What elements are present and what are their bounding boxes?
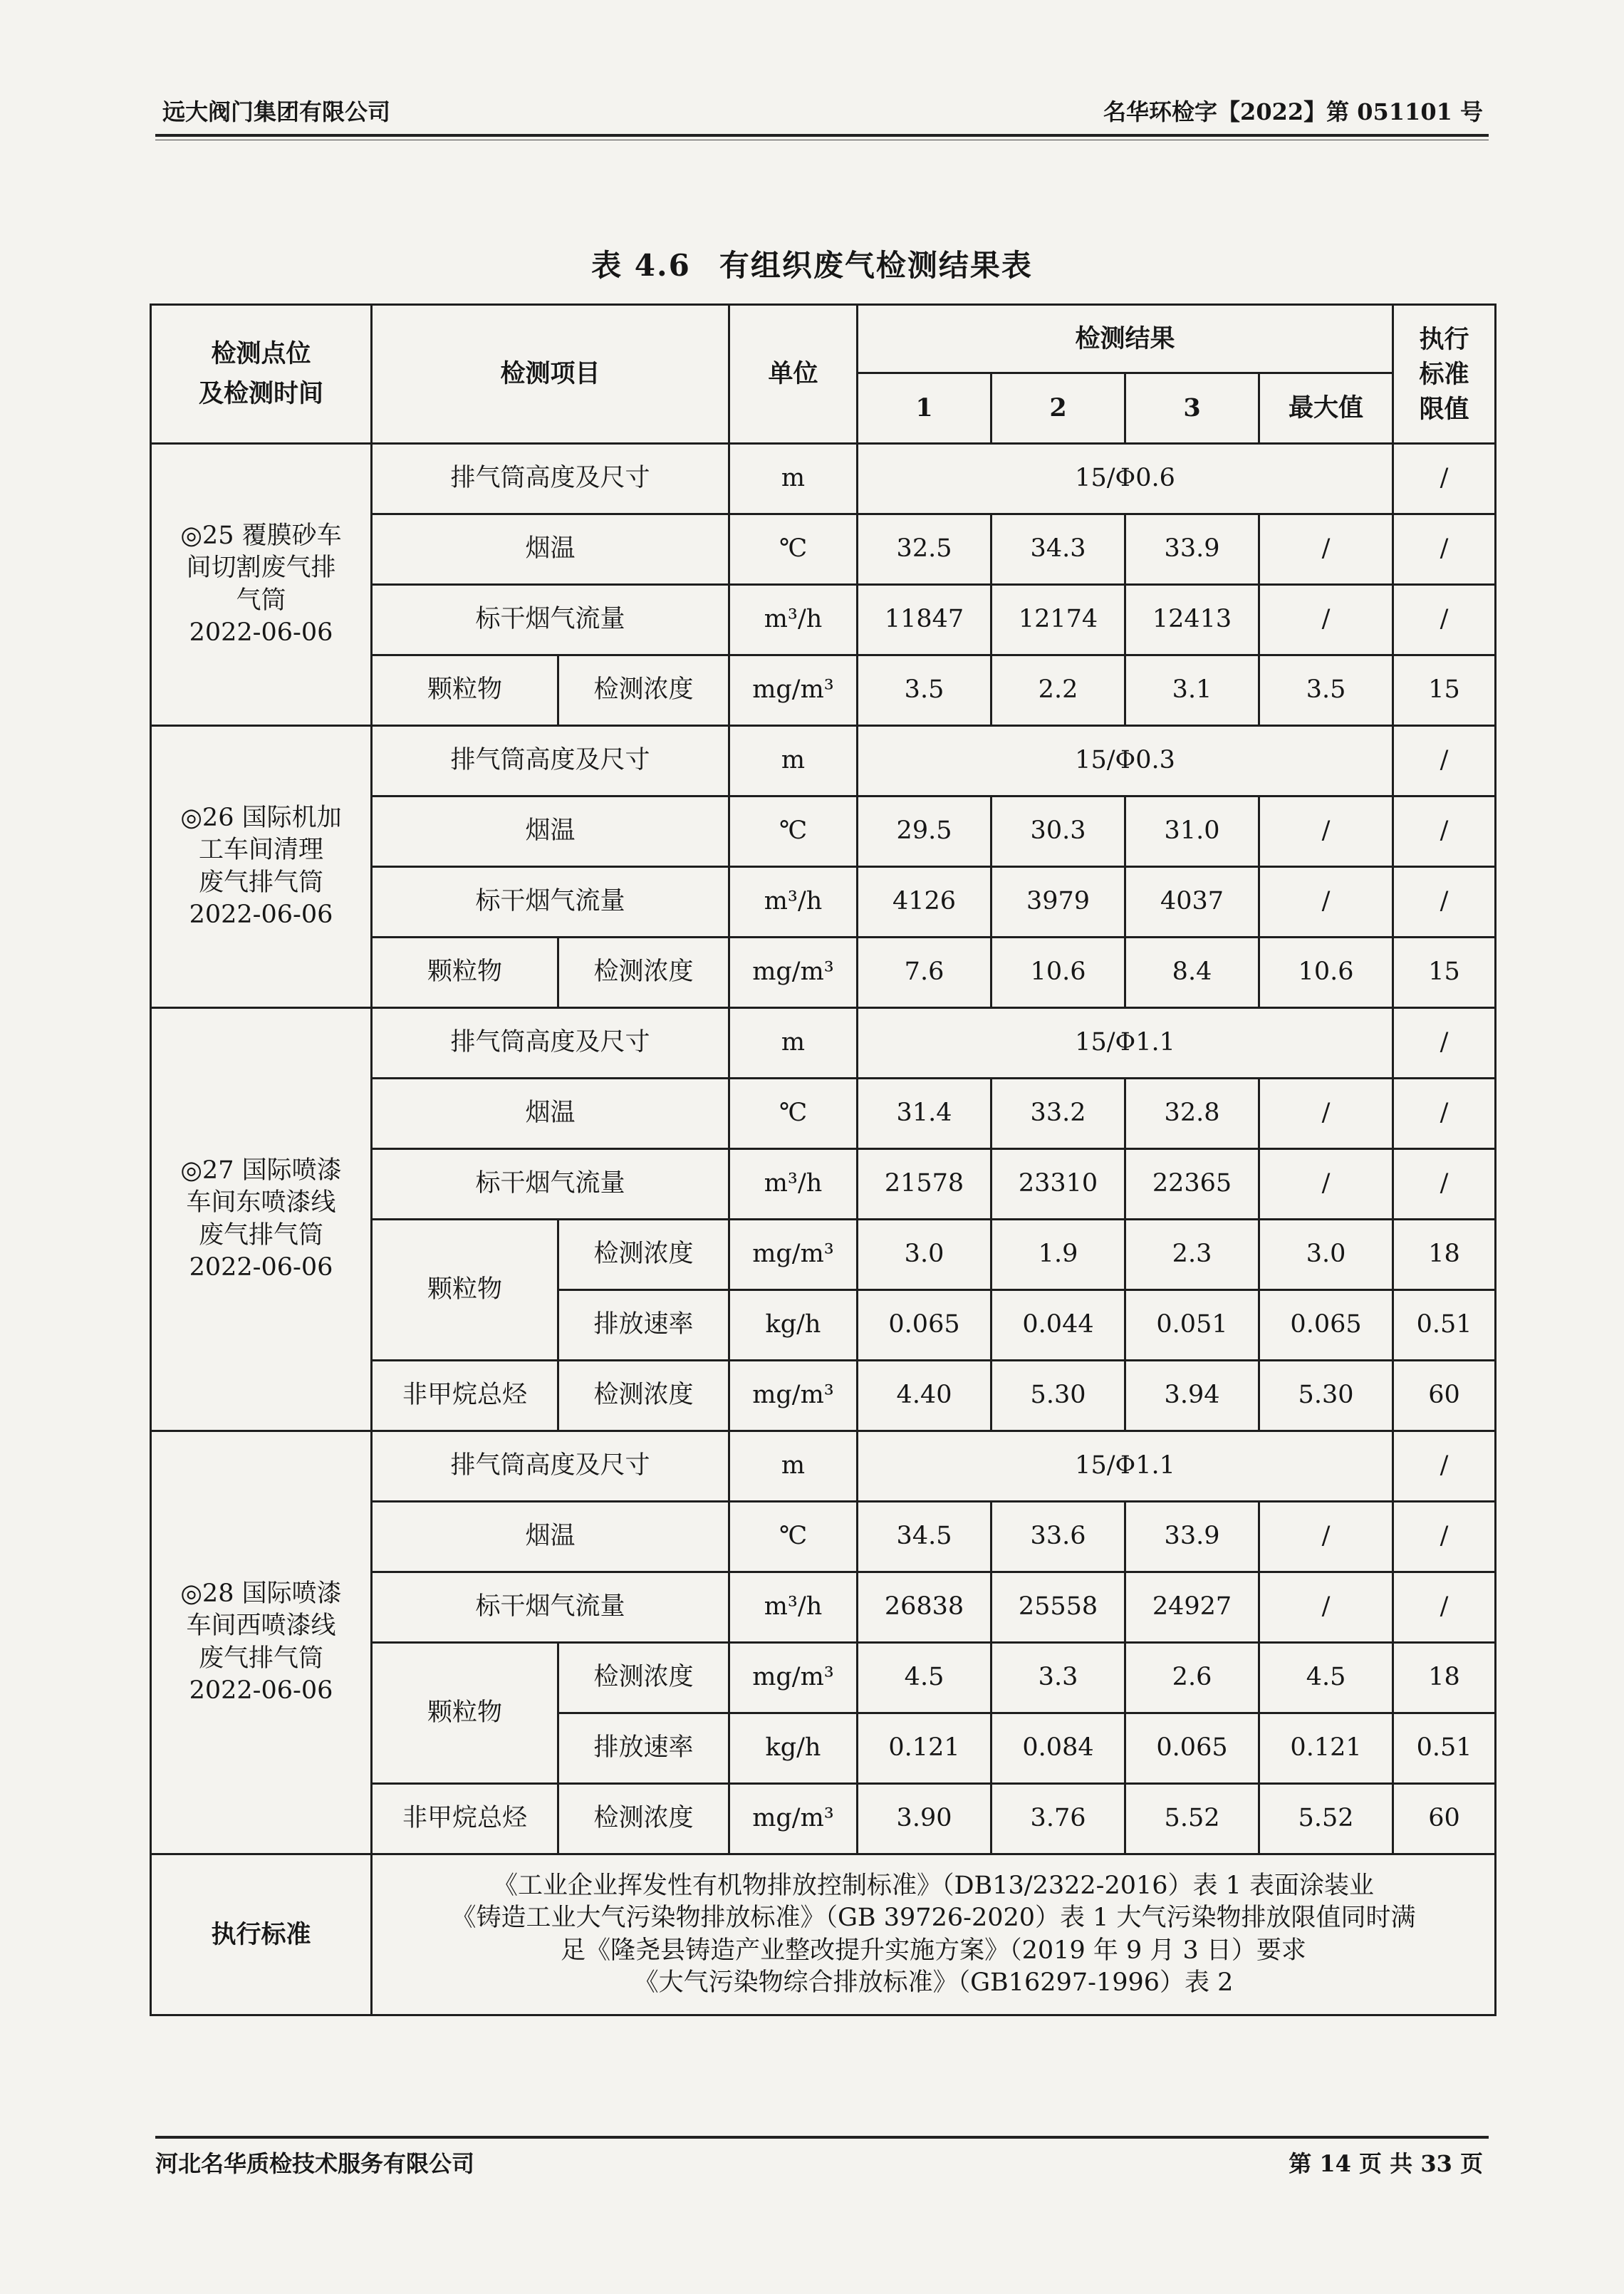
result-2-cell: 33.6 (991, 1502, 1125, 1572)
item-cell: 标干烟气流量 (372, 1149, 729, 1220)
item-cell: 排气筒高度及尺寸 (372, 1008, 729, 1079)
result-2-cell: 33.2 (991, 1079, 1125, 1149)
max-value-cell: / (1259, 1502, 1393, 1572)
max-value-cell: / (1259, 796, 1393, 867)
result-1-cell: 26838 (858, 1572, 991, 1643)
result-1-cell: 3.90 (858, 1784, 991, 1854)
result-2-cell: 0.044 (991, 1290, 1125, 1361)
item-cell: 颗粒物 (372, 655, 558, 726)
unit-cell: m (729, 1008, 858, 1079)
standard-line: 《铸造工业大气污染物排放标准》（GB 39726-2020）表 1 大气污染物排放限值同时满 (451, 1904, 1416, 1932)
result-1-cell: 4.5 (858, 1643, 991, 1713)
max-value-cell: / (1259, 867, 1393, 938)
max-value-cell: 10.6 (1259, 938, 1393, 1008)
item-cell: 排气筒高度及尺寸 (372, 444, 729, 514)
result-2-cell: 3.76 (991, 1784, 1125, 1854)
unit-cell: m³/h (729, 1572, 858, 1643)
result-2-cell: 30.3 (991, 796, 1125, 867)
result-1-cell: 4.40 (858, 1361, 991, 1431)
limit-cell: / (1393, 1502, 1496, 1572)
location-line: 废气排气筒 (198, 1220, 323, 1250)
col-result: 检测结果 (858, 305, 1393, 373)
result-1-cell: 11847 (858, 585, 991, 655)
limit-cell: 60 (1393, 1361, 1496, 1431)
result-2-cell: 34.3 (991, 514, 1125, 585)
location-line: 车间西喷漆线 (186, 1611, 336, 1640)
result-2-cell: 3979 (991, 867, 1125, 938)
limit-cell: / (1393, 1431, 1496, 1502)
unit-cell: m (729, 726, 858, 796)
location-line: 间切割废气排 (186, 554, 336, 582)
location-line: ◎25 覆膜砂车 (180, 521, 342, 550)
header-company: 远大阀门集团有限公司 (162, 98, 391, 125)
max-value-cell: 3.0 (1259, 1220, 1393, 1290)
limit-cell: / (1393, 1572, 1496, 1643)
limit-cell: / (1393, 585, 1496, 655)
result-2-cell: 2.2 (991, 655, 1125, 726)
result-2-cell: 12174 (991, 585, 1125, 655)
result-2-cell: 10.6 (991, 938, 1125, 1008)
standard-text (372, 1854, 1496, 2015)
result-1-cell: 3.5 (858, 655, 991, 726)
unit-cell: ℃ (729, 796, 858, 867)
limit-cell: 0.51 (1393, 1290, 1496, 1361)
results-table (150, 303, 1497, 2016)
location-line: 2022-06-06 (189, 618, 333, 647)
location-cell (151, 726, 372, 1008)
col-r3: 3 (1125, 373, 1259, 444)
unit-cell: mg/m³ (729, 1220, 858, 1290)
result-1-cell: 21578 (858, 1149, 991, 1220)
result-3-cell: 0.051 (1125, 1290, 1259, 1361)
standard-line: 《大气污染物综合排放标准》（GB16297-1996）表 2 (633, 1968, 1234, 1997)
item-cell: 烟温 (372, 1502, 729, 1572)
location-line: 废气排气筒 (198, 1644, 323, 1673)
col-location: 检测点位 及检测时间 (151, 305, 372, 444)
result-1-cell: 4126 (858, 867, 991, 938)
table-title (0, 242, 1624, 285)
limit-cell: / (1393, 867, 1496, 938)
location-line: ◎28 国际喷漆 (180, 1579, 342, 1608)
limit-cell: 18 (1393, 1220, 1496, 1290)
unit-cell: m³/h (729, 585, 858, 655)
result-2-cell: 1.9 (991, 1220, 1125, 1290)
item-cell: 颗粒物 (372, 938, 558, 1008)
col-max: 最大值 (1259, 373, 1393, 444)
unit-cell: kg/h (729, 1290, 858, 1361)
unit-cell: mg/m³ (729, 1361, 858, 1431)
item-cell: 烟温 (372, 514, 729, 585)
unit-cell: m³/h (729, 1149, 858, 1220)
max-value-cell: / (1259, 1149, 1393, 1220)
result-2-cell: 25558 (991, 1572, 1125, 1643)
location-cell (151, 1008, 372, 1431)
result-3-cell: 24927 (1125, 1572, 1259, 1643)
max-value-cell: 4.5 (1259, 1643, 1393, 1713)
footer-org: 河北名华质检技术服务有限公司 (155, 2150, 475, 2177)
result-1-cell: 34.5 (858, 1502, 991, 1572)
max-value-cell: 5.30 (1259, 1361, 1393, 1431)
item-cell: 标干烟气流量 (372, 867, 729, 938)
col-limit: 执行 标准 限值 (1393, 305, 1496, 444)
unit-cell: kg/h (729, 1713, 858, 1784)
location-line: 2022-06-06 (189, 901, 333, 929)
item-cell: 颗粒物 (372, 1643, 558, 1784)
result-1-cell: 32.5 (858, 514, 991, 585)
subitem-cell: 检测浓度 (558, 655, 729, 726)
table-number: 表 4.6 (591, 248, 691, 283)
col-item: 检测项目 (372, 305, 729, 444)
col-r1: 1 (858, 373, 991, 444)
limit-cell: / (1393, 796, 1496, 867)
max-value-cell: / (1259, 1572, 1393, 1643)
unit-cell: m³/h (729, 867, 858, 938)
result-3-cell: 2.6 (1125, 1643, 1259, 1713)
table-row (151, 1431, 1496, 1502)
item-cell: 颗粒物 (372, 1220, 558, 1361)
max-value-cell: 5.52 (1259, 1784, 1393, 1854)
footer-page-number: 第 14 页 共 33 页 (1289, 2150, 1483, 2177)
subitem-cell: 检测浓度 (558, 938, 729, 1008)
max-value-cell: 0.065 (1259, 1290, 1393, 1361)
limit-cell: / (1393, 1008, 1496, 1079)
location-line: 2022-06-06 (189, 1253, 333, 1282)
unit-cell: ℃ (729, 1079, 858, 1149)
result-2-cell: 23310 (991, 1149, 1125, 1220)
subitem-cell: 排放速率 (558, 1290, 729, 1361)
stack-size-cell: 15/Φ1.1 (858, 1008, 1393, 1079)
unit-cell: ℃ (729, 1502, 858, 1572)
result-3-cell: 33.9 (1125, 514, 1259, 585)
standard-line: 足《隆尧县铸造产业整改提升实施方案》（2019 年 9 月 3 日）要求 (561, 1936, 1306, 1965)
item-cell: 烟温 (372, 796, 729, 867)
limit-cell: / (1393, 1079, 1496, 1149)
item-cell: 非甲烷总烃 (372, 1361, 558, 1431)
item-cell: 排气筒高度及尺寸 (372, 726, 729, 796)
unit-cell: mg/m³ (729, 938, 858, 1008)
result-3-cell: 0.065 (1125, 1713, 1259, 1784)
standard-row (151, 1854, 1496, 2015)
location-line: 气筒 (236, 586, 286, 615)
limit-cell: 0.51 (1393, 1713, 1496, 1784)
header-divider (155, 134, 1489, 137)
table-row (151, 726, 1496, 796)
stack-size-cell: 15/Φ0.3 (858, 726, 1393, 796)
item-cell: 标干烟气流量 (372, 585, 729, 655)
item-cell: 非甲烷总烃 (372, 1784, 558, 1854)
footer-divider (155, 2136, 1489, 2139)
result-3-cell: 3.94 (1125, 1361, 1259, 1431)
result-1-cell: 7.6 (858, 938, 991, 1008)
location-line: 工车间清理 (198, 836, 323, 864)
unit-cell: ℃ (729, 514, 858, 585)
unit-cell: mg/m³ (729, 1784, 858, 1854)
limit-cell: / (1393, 1149, 1496, 1220)
location-line: 车间东喷漆线 (186, 1188, 336, 1217)
max-value-cell: / (1259, 514, 1393, 585)
limit-cell: / (1393, 726, 1496, 796)
limit-cell: 18 (1393, 1643, 1496, 1713)
location-cell (151, 444, 372, 726)
location-line: ◎27 国际喷漆 (180, 1156, 342, 1185)
limit-cell: / (1393, 514, 1496, 585)
unit-cell: m (729, 1431, 858, 1502)
result-3-cell: 4037 (1125, 867, 1259, 938)
col-r2: 2 (991, 373, 1125, 444)
unit-cell: m (729, 444, 858, 514)
result-1-cell: 29.5 (858, 796, 991, 867)
limit-cell: 15 (1393, 655, 1496, 726)
header-row (151, 305, 1496, 373)
standard-label: 执行标准 (151, 1854, 372, 2015)
result-3-cell: 31.0 (1125, 796, 1259, 867)
subitem-cell: 检测浓度 (558, 1361, 729, 1431)
result-3-cell: 3.1 (1125, 655, 1259, 726)
limit-cell: 15 (1393, 938, 1496, 1008)
result-3-cell: 5.52 (1125, 1784, 1259, 1854)
subitem-cell: 检测浓度 (558, 1643, 729, 1713)
stack-size-cell: 15/Φ1.1 (858, 1431, 1393, 1502)
limit-cell: / (1393, 444, 1496, 514)
location-line: 2022-06-06 (189, 1676, 333, 1705)
standard-line: 《工业企业挥发性有机物排放控制标准》（DB13/2322-2016）表 1 表面涂装业 (492, 1871, 1375, 1900)
subitem-cell: 检测浓度 (558, 1220, 729, 1290)
max-value-cell: 3.5 (1259, 655, 1393, 726)
table-row (151, 1008, 1496, 1079)
item-cell: 排气筒高度及尺寸 (372, 1431, 729, 1502)
item-cell: 标干烟气流量 (372, 1572, 729, 1643)
item-cell: 烟温 (372, 1079, 729, 1149)
result-2-cell: 0.084 (991, 1713, 1125, 1784)
result-2-cell: 5.30 (991, 1361, 1125, 1431)
header-report-number: 名华环检字【2022】第 051101 号 (1103, 98, 1483, 125)
table-row (151, 444, 1496, 514)
result-3-cell: 32.8 (1125, 1079, 1259, 1149)
unit-cell: mg/m³ (729, 1643, 858, 1713)
result-1-cell: 3.0 (858, 1220, 991, 1290)
col-unit: 单位 (729, 305, 858, 444)
max-value-cell: / (1259, 1079, 1393, 1149)
subitem-cell: 排放速率 (558, 1713, 729, 1784)
limit-cell: 60 (1393, 1784, 1496, 1854)
max-value-cell: / (1259, 585, 1393, 655)
location-cell (151, 1431, 372, 1854)
result-3-cell: 8.4 (1125, 938, 1259, 1008)
result-3-cell: 2.3 (1125, 1220, 1259, 1290)
result-1-cell: 0.065 (858, 1290, 991, 1361)
stack-size-cell: 15/Φ0.6 (858, 444, 1393, 514)
result-3-cell: 12413 (1125, 585, 1259, 655)
subitem-cell: 检测浓度 (558, 1784, 729, 1854)
location-line: ◎26 国际机加 (180, 803, 342, 832)
result-1-cell: 31.4 (858, 1079, 991, 1149)
unit-cell: mg/m³ (729, 655, 858, 726)
result-2-cell: 3.3 (991, 1643, 1125, 1713)
table-name: 有组织废气检测结果表 (719, 248, 1033, 283)
location-line: 废气排气筒 (198, 868, 323, 897)
max-value-cell: 0.121 (1259, 1713, 1393, 1784)
result-1-cell: 0.121 (858, 1713, 991, 1784)
result-3-cell: 33.9 (1125, 1502, 1259, 1572)
result-3-cell: 22365 (1125, 1149, 1259, 1220)
